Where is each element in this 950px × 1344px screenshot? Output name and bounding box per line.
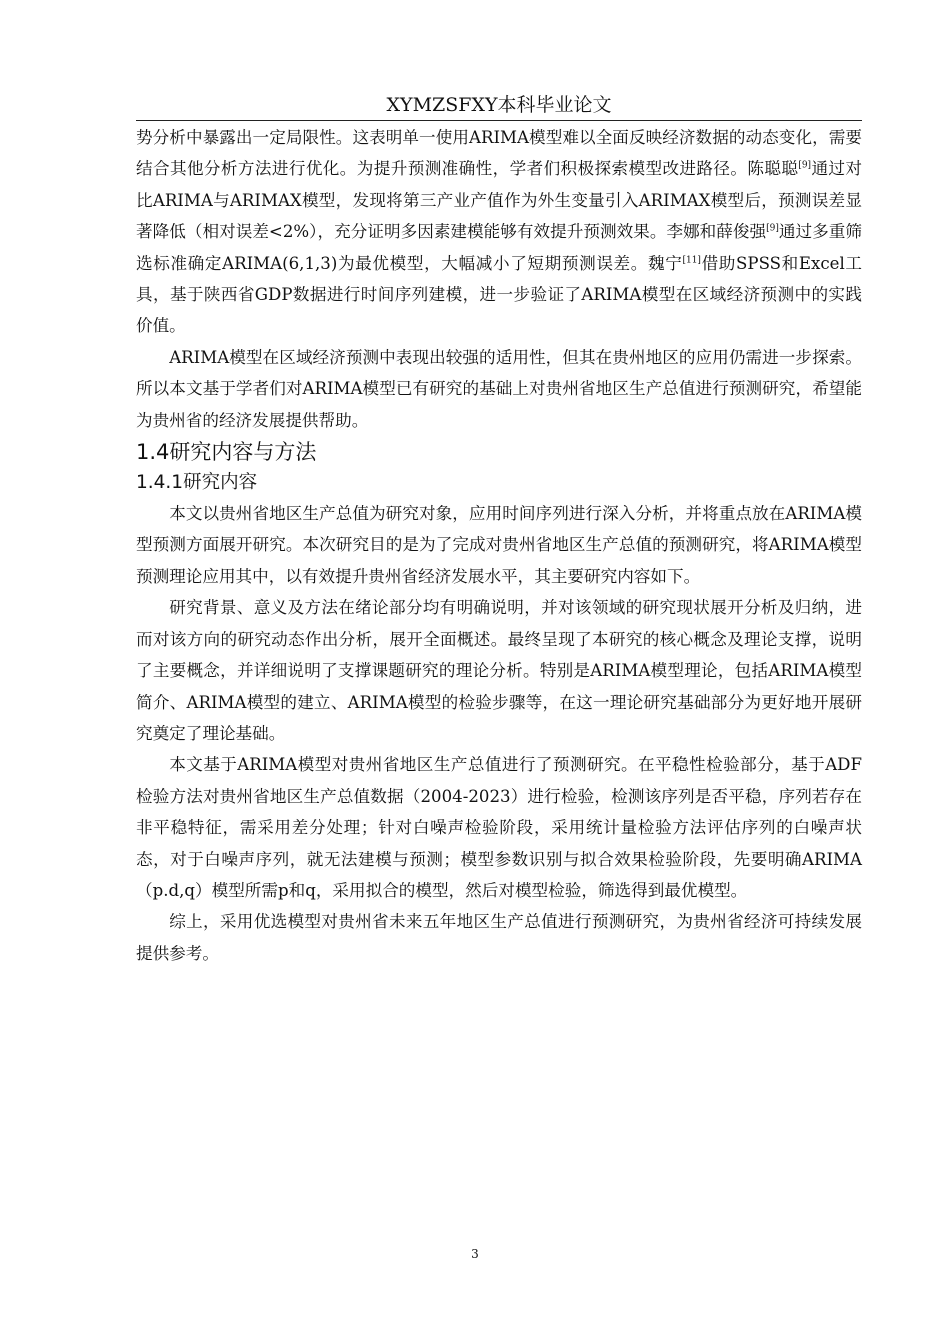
paragraph-research-object: 本文以贵州省地区生产总值为研究对象，应用时间序列进行深入分析，并将重点放在ARIMA模型预测方面展开研究。本次研究目的是为了完成对贵州省地区生产总值的预测研究，将ARIMA模型预测理论应用其中，以有效提升贵州省经济发展水平，其主要研究内容如下。 xyxy=(136,504,862,586)
section-heading-1-4: 1.4研究内容与方法 xyxy=(136,440,317,465)
paragraph-summary: 综上，采用优选模型对贵州省未来五年地区生产总值进行预测研究，为贵州省经济可持续发展提供参考。 xyxy=(136,912,862,963)
paragraph-background: 研究背景、意义及方法在绪论部分均有明确说明，并对该领域的研究现状展开分析及归纳，进而对该方向的研究动态作出分析，展开全面概述。最终呈现了本研究的核心概念及理论支撑，说明了主要概念，并详细说明了支撑课题研究的理论分析。特别是ARIMA模型理论，包括ARIMA模型简介、ARIMA模型的建立、ARIMA模型的检验步骤等，在这一理论研究基础部分为更好地开展研究奠定了理论基础。 xyxy=(136,598,862,743)
paragraph-text: 势分析中暴露出一定局限性。这表明单一使用ARIMA模型难以全面反映经济数据的动态变化，需要结合其他分析方法进行优化。为提升预测准确性，学者们积极探索模型改进路径。陈聪聪 xyxy=(136,128,862,179)
paragraph-text: 通过对比ARIMA与ARIMAX模型，发现将第三产业产值作为外生变量引入ARIMAX模型后，预测误差显著降低（相对误差<2%），充分证明多因素建模能够有效提升预测效果。李娜和薛俊强 xyxy=(136,159,863,242)
running-header: XYMZSFXY本科毕业论文 xyxy=(386,94,612,116)
paragraph-method: 本文基于ARIMA模型对贵州省地区生产总值进行了预测研究。在平稳性检验部分，基于ADF检验方法对贵州省地区生产总值数据（2004-2023）进行检验，检测该序列是否平稳，序列若存在非平稳特征，需采用差分处理；针对白噪声检验阶段，采用统计量检验方法评估序列的白噪声状态，对于白噪声序列，就无法建模与预测；模型参数识别与拟合效果检验阶段，先要明确ARIMA（p.d,q）模型所需p和q，采用拟合的模型，然后对模型检验，筛选得到最优模型。 xyxy=(136,755,862,900)
citation-ref: [9] xyxy=(766,223,779,234)
page-body xyxy=(136,122,862,969)
paragraph-text: 借助SPSS和Excel工具，基于陕西省GDP数据进行时间序列建模，进一步验证了ARIMA模型在区域经济预测中的实践价值。 xyxy=(136,253,862,336)
header-divider xyxy=(136,120,862,121)
subsection-heading-1-4-1: 1.4.1研究内容 xyxy=(136,472,258,494)
citation-ref: [11] xyxy=(682,254,701,265)
citation-ref: [9] xyxy=(798,160,812,171)
paragraph-continued xyxy=(136,122,862,342)
page-number: 3 xyxy=(471,1247,479,1261)
paragraph-arima-applicability: ARIMA模型在区域经济预测中表现出较强的适用性，但其在贵州地区的应用仍需进一步探索。所以本文基于学者们对ARIMA模型已有研究的基础上对贵州省地区生产总值进行预测研究，希望能为贵州省的经济发展提供帮助。 xyxy=(136,347,862,430)
paragraph-text: 通过多重筛选标准确定ARIMA(6,1,3)为最优模型，大幅减小了短期预测误差。魏宁 xyxy=(136,222,862,273)
